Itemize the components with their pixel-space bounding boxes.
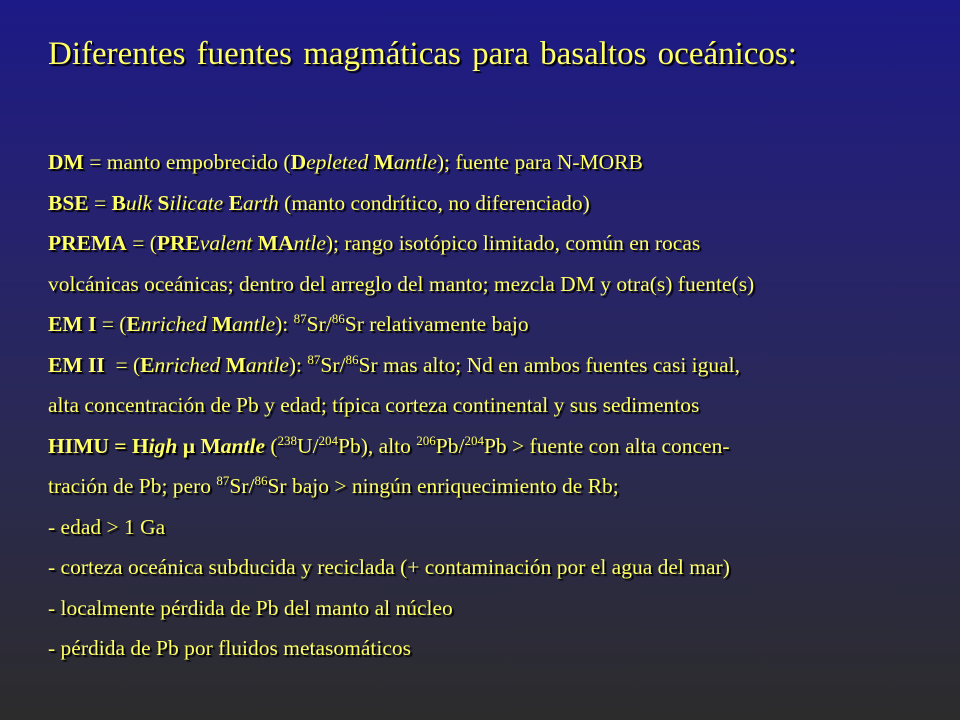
text: M — [225, 352, 246, 377]
text: Sr relativamente bajo — [344, 312, 529, 336]
superscript: 86 — [331, 311, 345, 326]
slide-title: Diferentes fuentes magmáticas para basaltos oceánicos: — [48, 36, 797, 72]
text: = ( — [104, 352, 141, 377]
bullet-pb-loss-core: - localmente pérdida de Pb del manto al núcleo — [48, 595, 453, 620]
superscript: 87 — [307, 351, 321, 367]
line-prema — [48, 223, 948, 264]
text: U/ — [297, 433, 319, 458]
bullet-oceanic-crust: - corteza oceánica subducida y reciclada (+ contaminación por el agua del mar) — [48, 555, 730, 579]
text: M — [211, 312, 233, 336]
text: Pb/ — [435, 433, 465, 458]
text: M — [373, 150, 394, 174]
text: = ( — [126, 231, 157, 255]
superscript: 206 — [416, 432, 436, 448]
slide-body — [48, 142, 948, 669]
text: Pb), alto — [338, 433, 417, 458]
text: M — [200, 433, 221, 458]
superscript: 86 — [345, 351, 359, 367]
text: nriched — [140, 312, 207, 336]
text: tración de Pb; pero — [48, 474, 217, 498]
text: S — [157, 190, 170, 215]
term-bse: BSE — [48, 190, 89, 215]
text: ntle — [293, 231, 326, 255]
text: = manto empobrecido ( — [83, 150, 291, 174]
text: H — [131, 433, 149, 458]
bullet-pb-loss-fluids: - pérdida de Pb por fluidos metasomáticos — [48, 636, 412, 660]
superscript: 238 — [277, 432, 298, 448]
text: Sr/ — [320, 352, 346, 377]
text: MA — [257, 231, 294, 255]
text: (manto condrítico, no diferenciado) — [278, 190, 590, 215]
line-bse — [48, 183, 948, 224]
text: ( — [265, 433, 278, 458]
line-em1 — [48, 304, 948, 345]
line-dm — [48, 142, 948, 183]
line-himu-cont — [48, 466, 948, 507]
text: B — [111, 190, 126, 215]
text: ): — [288, 352, 308, 377]
text: E — [126, 312, 141, 336]
term-himu: HIMU — [48, 433, 109, 458]
text: ulk — [125, 190, 153, 215]
superscript: 87 — [293, 311, 307, 326]
line-prema-cont: volcánicas oceánicas; dentro del arreglo del manto; mezcla DM y otra(s) fuente(s) — [48, 271, 755, 296]
line-himu — [48, 426, 948, 467]
superscript: 87 — [216, 473, 230, 488]
text: valent — [199, 231, 253, 255]
text: Sr mas alto; Nd en ambos fuentes casi igual, — [358, 352, 741, 377]
text: ): — [275, 312, 294, 336]
term-dm: DM — [48, 150, 84, 174]
superscript: 204 — [464, 432, 484, 448]
text: = — [88, 190, 112, 215]
superscript: 204 — [318, 432, 339, 448]
term-em2: EM II — [48, 352, 105, 377]
text: Sr/ — [306, 312, 332, 336]
text: = — [108, 433, 132, 458]
text: ); rango isotópico limitado, común en rocas — [325, 231, 701, 255]
superscript: 86 — [254, 473, 268, 488]
bullet-age: - edad > 1 Ga — [48, 514, 166, 539]
mu-symbol: µ — [182, 433, 196, 458]
text: antle — [232, 312, 276, 336]
text: ); fuente para N-MORB — [436, 150, 643, 174]
line-em2 — [48, 345, 948, 386]
line-em2-cont: alta concentración de Pb y edad; típica corteza continental y sus sedimentos — [48, 393, 700, 417]
text: nriched — [154, 352, 221, 377]
text: arth — [242, 190, 279, 215]
text: antle — [245, 352, 289, 377]
text: epleted — [306, 150, 369, 174]
text: E — [228, 190, 243, 215]
text: igh — [148, 433, 178, 458]
text: antle — [220, 433, 265, 458]
text: Pb > fuente con alta concen- — [483, 433, 730, 458]
term-em1: EM I — [48, 312, 97, 336]
text: E — [140, 352, 155, 377]
text: antle — [393, 150, 437, 174]
text: = ( — [96, 312, 127, 336]
text: D — [290, 150, 307, 174]
text: PRE — [156, 231, 200, 255]
text: Sr/ — [229, 474, 255, 498]
text: Sr bajo > ningún enriquecimiento de Rb; — [267, 474, 619, 498]
text: ilicate — [169, 190, 224, 215]
term-prema: PREMA — [48, 231, 127, 255]
